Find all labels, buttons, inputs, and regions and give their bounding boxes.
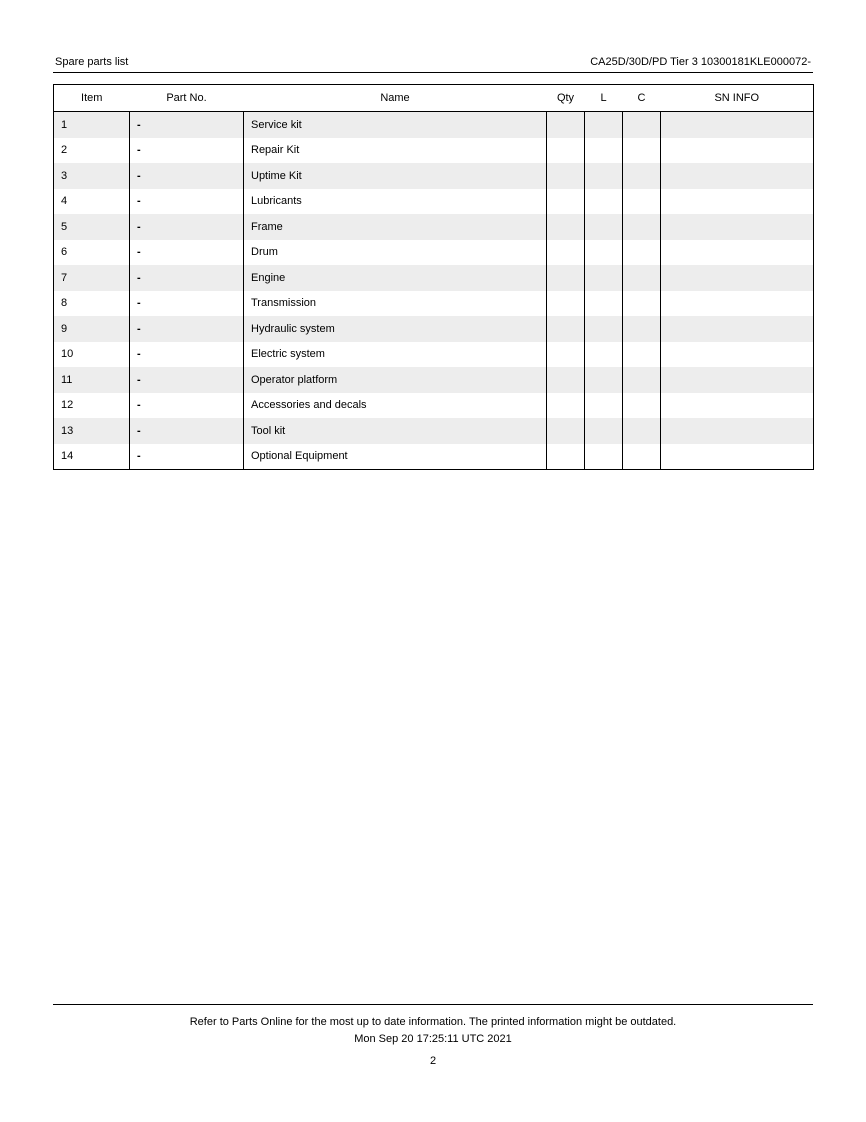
cell-item: 7 (54, 265, 130, 291)
cell-c (623, 214, 661, 240)
table-row (54, 265, 814, 291)
cell-name: Service kit (244, 112, 547, 138)
column-header-item: Item (54, 85, 130, 112)
cell-part-no: - (130, 265, 244, 291)
cell-qty (547, 189, 585, 215)
cell-l (585, 367, 623, 393)
cell-l (585, 393, 623, 419)
cell-sn-info (661, 265, 814, 291)
cell-qty (547, 214, 585, 240)
table-header-row (54, 85, 814, 112)
cell-c (623, 444, 661, 470)
cell-qty (547, 291, 585, 317)
table-row (54, 112, 814, 138)
cell-item: 3 (54, 163, 130, 189)
table-row (54, 418, 814, 444)
cell-part-no: - (130, 342, 244, 368)
cell-l (585, 265, 623, 291)
column-header-l: L (585, 85, 623, 112)
table-row (54, 138, 814, 164)
cell-item: 4 (54, 189, 130, 215)
footer-divider (53, 1004, 813, 1005)
column-header-sn-info: SN INFO (661, 85, 814, 112)
cell-item: 13 (54, 418, 130, 444)
cell-l (585, 240, 623, 266)
column-header-name: Name (244, 85, 547, 112)
cell-name: Hydraulic system (244, 316, 547, 342)
cell-c (623, 342, 661, 368)
cell-qty (547, 393, 585, 419)
cell-sn-info (661, 418, 814, 444)
cell-sn-info (661, 393, 814, 419)
cell-part-no: - (130, 112, 244, 138)
footer-timestamp: Mon Sep 20 17:25:11 UTC 2021 (354, 1033, 512, 1045)
cell-qty (547, 367, 585, 393)
cell-name: Tool kit (244, 418, 547, 444)
column-header-qty: Qty (547, 85, 585, 112)
cell-c (623, 189, 661, 215)
cell-c (623, 367, 661, 393)
cell-name: Transmission (244, 291, 547, 317)
cell-name: Frame (244, 214, 547, 240)
cell-item: 14 (54, 444, 130, 470)
cell-l (585, 189, 623, 215)
cell-c (623, 418, 661, 444)
cell-c (623, 393, 661, 419)
cell-qty (547, 418, 585, 444)
page-number: 2 (429, 1055, 437, 1067)
cell-qty (547, 163, 585, 189)
cell-item: 6 (54, 240, 130, 266)
spare-parts-table (53, 84, 814, 470)
model-identifier: CA25D/30D/PD Tier 3 10300181KLE000072- (590, 56, 811, 68)
table-row (54, 189, 814, 215)
cell-qty (547, 444, 585, 470)
cell-l (585, 444, 623, 470)
cell-sn-info (661, 367, 814, 393)
cell-sn-info (661, 189, 814, 215)
cell-name: Optional Equipment (244, 444, 547, 470)
cell-part-no: - (130, 240, 244, 266)
cell-part-no: - (130, 291, 244, 317)
cell-sn-info (661, 291, 814, 317)
cell-item: 10 (54, 342, 130, 368)
cell-c (623, 240, 661, 266)
cell-item: 12 (54, 393, 130, 419)
cell-l (585, 112, 623, 138)
cell-l (585, 214, 623, 240)
cell-part-no: - (130, 418, 244, 444)
header-divider (53, 72, 813, 73)
cell-part-no: - (130, 138, 244, 164)
cell-item: 8 (54, 291, 130, 317)
cell-name: Accessories and decals (244, 393, 547, 419)
cell-part-no: - (130, 163, 244, 189)
cell-sn-info (661, 342, 814, 368)
table-row (54, 163, 814, 189)
cell-qty (547, 342, 585, 368)
cell-name: Repair Kit (244, 138, 547, 164)
table-row (54, 291, 814, 317)
cell-item: 5 (54, 214, 130, 240)
cell-item: 1 (54, 112, 130, 138)
table-row (54, 367, 814, 393)
cell-qty (547, 138, 585, 164)
cell-part-no: - (130, 444, 244, 470)
cell-item: 2 (54, 138, 130, 164)
cell-l (585, 138, 623, 164)
cell-part-no: - (130, 214, 244, 240)
table-row (54, 240, 814, 266)
cell-item: 11 (54, 367, 130, 393)
cell-name: Operator platform (244, 367, 547, 393)
cell-part-no: - (130, 393, 244, 419)
table-row (54, 214, 814, 240)
cell-c (623, 112, 661, 138)
cell-l (585, 342, 623, 368)
cell-sn-info (661, 163, 814, 189)
cell-c (623, 316, 661, 342)
table-row (54, 316, 814, 342)
cell-sn-info (661, 112, 814, 138)
cell-c (623, 291, 661, 317)
cell-l (585, 418, 623, 444)
cell-qty (547, 265, 585, 291)
cell-name: Electric system (244, 342, 547, 368)
cell-qty (547, 316, 585, 342)
column-header-c: C (623, 85, 661, 112)
cell-name: Uptime Kit (244, 163, 547, 189)
table-row (54, 342, 814, 368)
cell-c (623, 265, 661, 291)
table-row (54, 444, 814, 470)
cell-l (585, 316, 623, 342)
cell-name: Lubricants (244, 189, 547, 215)
cell-sn-info (661, 138, 814, 164)
cell-name: Drum (244, 240, 547, 266)
cell-c (623, 163, 661, 189)
cell-sn-info (661, 240, 814, 266)
cell-part-no: - (130, 316, 244, 342)
cell-l (585, 163, 623, 189)
cell-sn-info (661, 444, 814, 470)
cell-item: 9 (54, 316, 130, 342)
column-header-part-no: Part No. (130, 85, 244, 112)
cell-c (623, 138, 661, 164)
table-row (54, 393, 814, 419)
cell-part-no: - (130, 189, 244, 215)
cell-sn-info (661, 214, 814, 240)
cell-qty (547, 112, 585, 138)
footer-disclaimer: Refer to Parts Online for the most up to date information. The printed information might be outdated. (189, 1016, 677, 1028)
document-title: Spare parts list (55, 56, 129, 68)
cell-name: Engine (244, 265, 547, 291)
cell-sn-info (661, 316, 814, 342)
cell-qty (547, 240, 585, 266)
cell-part-no: - (130, 367, 244, 393)
cell-l (585, 291, 623, 317)
